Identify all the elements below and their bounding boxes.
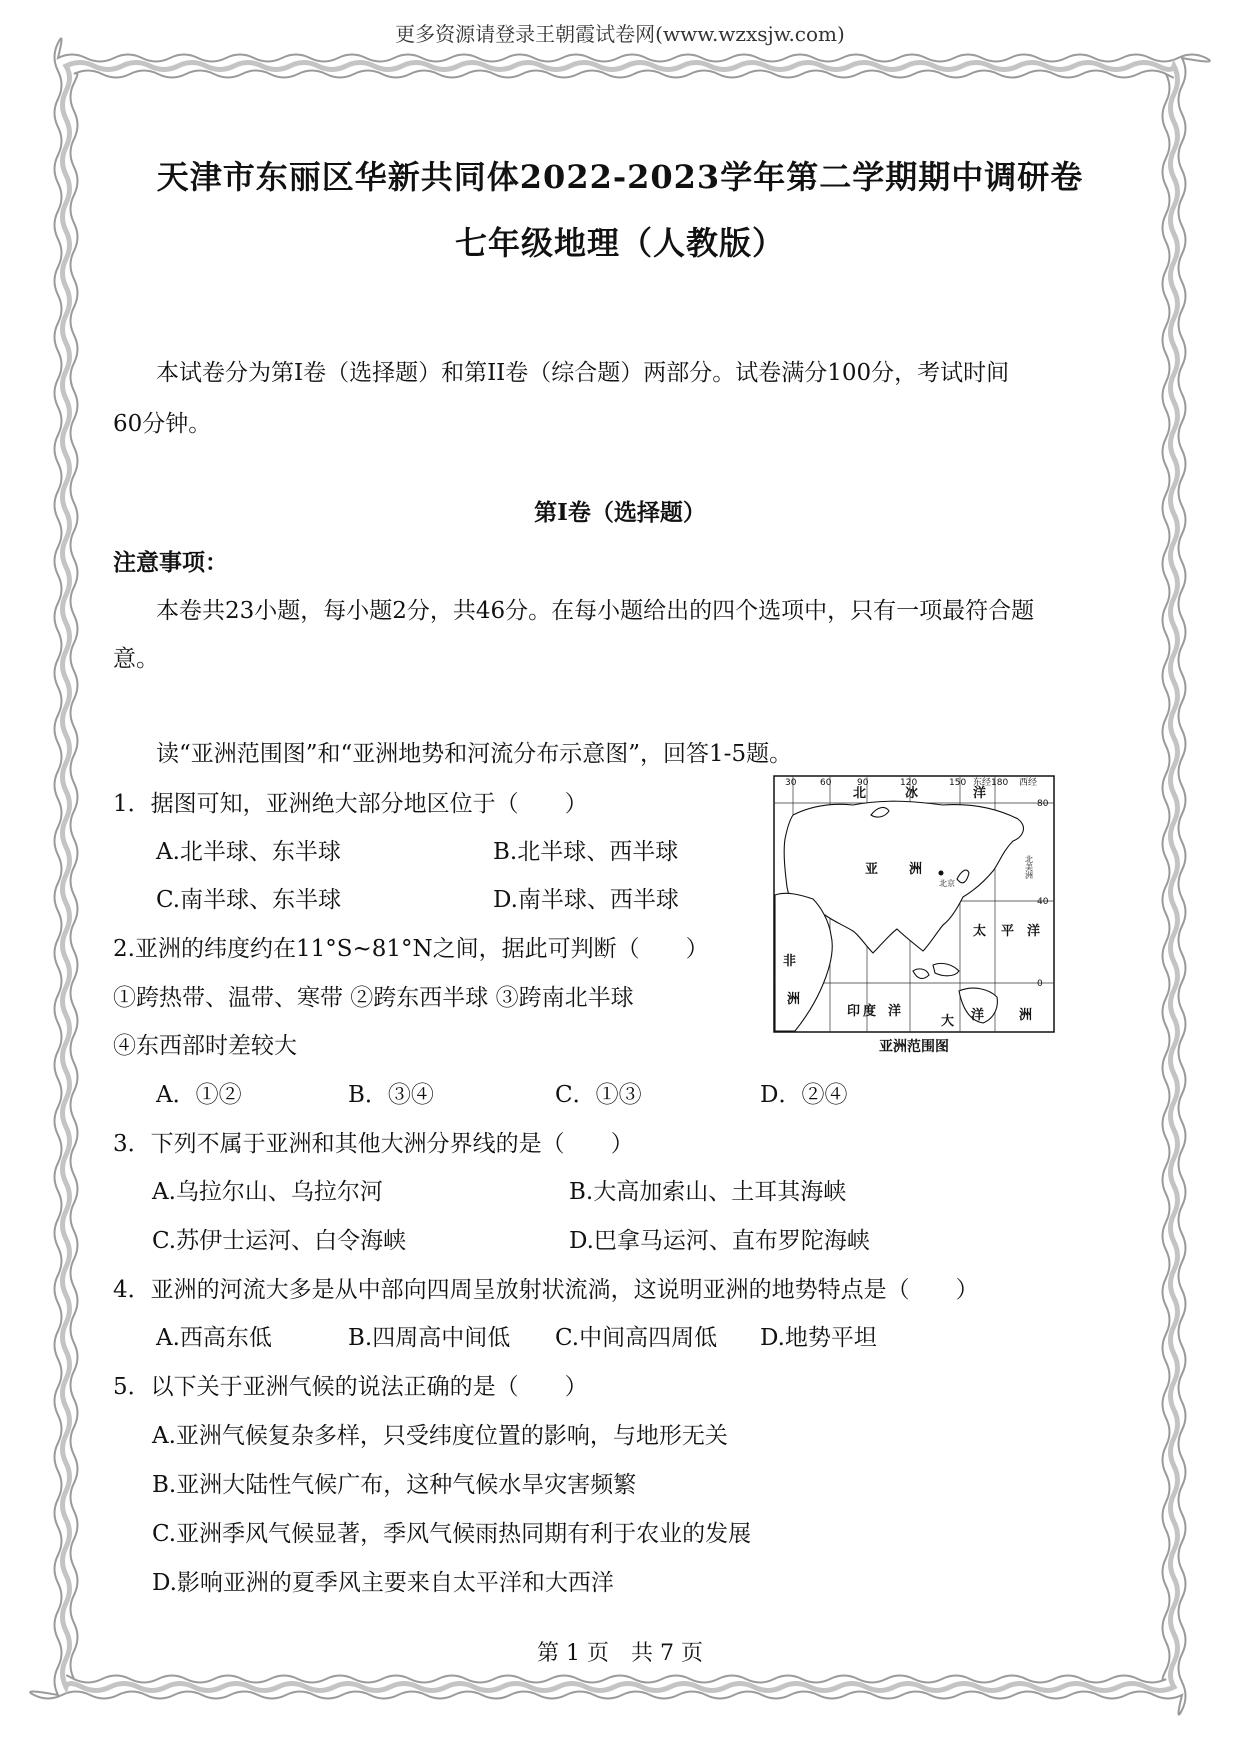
question-5-option-a: A.亚洲气候复杂多样，只受纬度位置的影响，与地形无关: [152, 1423, 728, 1449]
question-5-option-c: C.亚洲季风气候显著，季风气候雨热同期有利于农业的发展: [152, 1521, 752, 1547]
read-prompt: 读“亚洲范围图”和“亚洲地势和河流分布示意图”，回答1-5题。: [156, 741, 793, 767]
notice-label: 注意事项：: [113, 549, 228, 576]
map-label-yang-arctic: 洋: [973, 786, 987, 801]
section-title: 第I卷（选择题）: [534, 499, 706, 526]
map-label-tai: 太: [973, 924, 987, 939]
map-label-zhou: 洲: [909, 862, 923, 877]
question-2-option-d: D．②④: [760, 1082, 848, 1108]
question-4-stem: 4．亚洲的河流大多是从中部向四周呈放射状流淌，这说明亚洲的地势特点是（ ）: [113, 1277, 979, 1303]
map-longitude-label: 西经: [1019, 778, 1038, 788]
map-label-ya: 亚: [865, 862, 879, 877]
intro-line-2: 60分钟。: [113, 411, 212, 437]
map-longitude-label: 90: [857, 778, 869, 788]
map-longitude-label: 60: [820, 778, 832, 788]
question-3-option-d: D.巴拿马运河、直布罗陀海峡: [569, 1228, 870, 1254]
question-4-option-c: C.中间高四周低: [555, 1325, 718, 1351]
question-3-option-c: C.苏伊士运河、白令海峡: [152, 1228, 407, 1254]
map-label-yang-oceania: 洋: [971, 1008, 985, 1023]
question-1-stem: 1．据图可知，亚洲绝大部分地区位于（ ）: [113, 791, 588, 817]
question-5-stem: 5．以下关于亚洲气候的说法正确的是（ ）: [113, 1374, 588, 1400]
map-label-yang-indian: 洋: [888, 1004, 902, 1019]
question-2-statements-2: ④东西部时差较大: [113, 1033, 297, 1059]
exam-subtitle: 七年级地理（人教版）: [454, 224, 785, 262]
map-label-bing: 冰: [905, 786, 919, 801]
exam-title: 天津市东丽区华新共同体2022-2023学年第二学期期中调研卷: [156, 158, 1084, 196]
map-label-beijing: 北京: [939, 879, 955, 888]
question-3-stem: 3．下列不属于亚洲和其他大洲分界线的是（ ）: [113, 1131, 634, 1157]
header-note: 更多资源请登录王朝霞试卷网(www.wzxsjw.com): [395, 22, 845, 46]
map-label-zhou-africa: 洲: [787, 992, 801, 1007]
question-4-option-b: B.四周高中间低: [348, 1325, 511, 1351]
question-3-option-a: A.乌拉尔山、乌拉尔河: [152, 1179, 383, 1205]
question-1-option-b: B.北半球、西半球: [493, 839, 679, 865]
map-label-north-america: 北美洲: [1024, 855, 1034, 879]
question-3-option-b: B.大高加索山、土耳其海峡: [569, 1179, 847, 1205]
question-1-option-a: A.北半球、东半球: [156, 839, 341, 865]
map-longitude-label: 东经180: [973, 778, 1009, 788]
question-2-stem: 2.亚洲的纬度约在11°S~81°N之间，据此可判断（ ）: [113, 936, 709, 962]
map-latitude-label: 40: [1037, 897, 1049, 907]
question-2-option-a: A．①②: [156, 1082, 242, 1108]
asia-range-map: [773, 775, 1055, 1033]
intro-line-1: 本试卷分为第I卷（选择题）和第II卷（综合题）两部分。试卷满分100分，考试时间: [156, 360, 1010, 386]
map-label-da: 大: [941, 1014, 955, 1029]
map-label-yin: 印: [847, 1004, 861, 1019]
page-footer: 第 1 页 共 7 页: [537, 1641, 703, 1666]
map-label-zhou-oceania: 洲: [1019, 1008, 1033, 1023]
map-label-ping: 平: [1001, 924, 1015, 939]
question-2-option-b: B．③④: [348, 1082, 434, 1108]
question-1-option-c: C.南半球、东半球: [156, 887, 342, 913]
question-2-statements-1: ①跨热带、温带、寒带 ②跨东西半球 ③跨南北半球: [113, 985, 634, 1011]
question-1-option-d: D.南半球、西半球: [493, 887, 679, 913]
map-label-yang-pacific: 洋: [1027, 924, 1041, 939]
map-longitude-label: 120: [900, 778, 918, 788]
map-latitude-label: 0: [1037, 979, 1043, 989]
question-4-option-d: D.地势平坦: [760, 1325, 877, 1351]
map-latitude-label: 80: [1037, 799, 1049, 809]
map-caption: 亚洲范围图: [879, 1039, 949, 1055]
question-5-option-d: D.影响亚洲的夏季风主要来自太平洋和大西洋: [152, 1570, 614, 1596]
notice-line-1: 本卷共23小题，每小题2分，共46分。在每小题给出的四个选项中，只有一项最符合题: [156, 598, 1035, 624]
map-label-fei: 非: [783, 954, 797, 969]
question-4-option-a: A.西高东低: [156, 1325, 272, 1351]
map-label-north: 北: [853, 786, 867, 801]
map-label-du: 度: [863, 1004, 877, 1019]
notice-line-2: 意。: [113, 646, 159, 672]
question-2-option-c: C．①③: [555, 1082, 642, 1108]
question-5-option-b: B.亚洲大陆性气候广布，这种气候水旱灾害频繁: [152, 1472, 637, 1498]
map-longitude-label: 150: [949, 778, 967, 788]
map-longitude-label: 30: [785, 778, 797, 788]
